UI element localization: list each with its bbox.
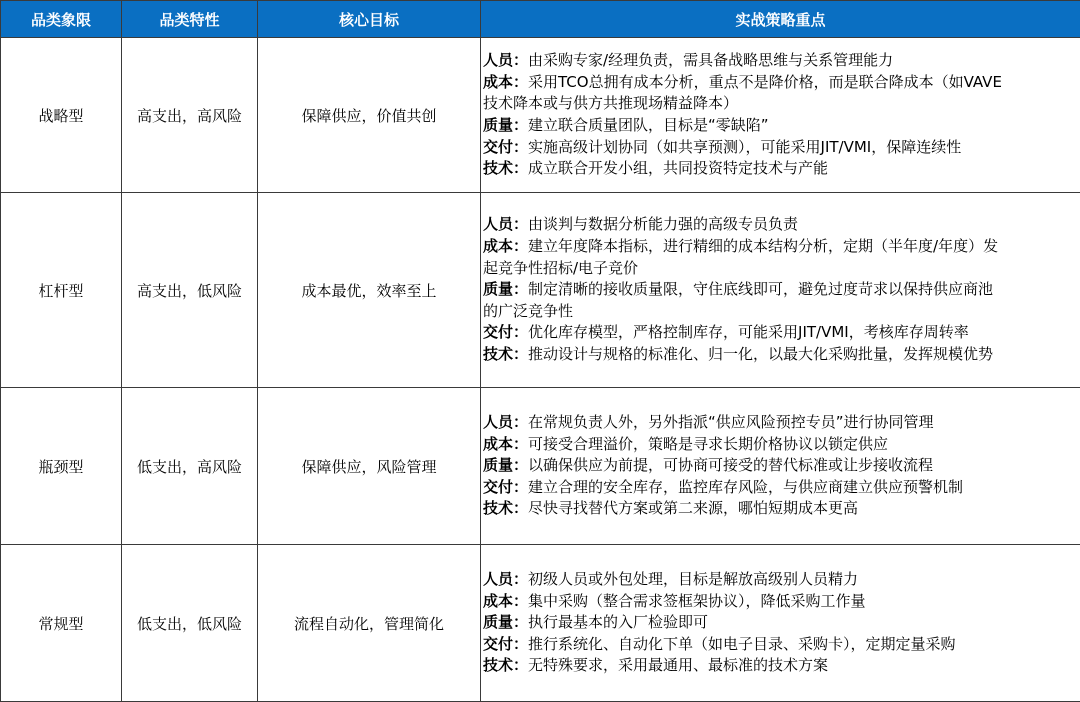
strategy-text: 建立联合质量团队，目标是“零缺陷” — [528, 116, 769, 134]
strategy-label: 交付： — [483, 478, 528, 496]
strategy-cell — [481, 545, 1080, 702]
strategy-line — [483, 455, 1076, 477]
goal-cell: 流程自动化，管理简化 — [258, 545, 481, 702]
strategy-text: 建立年度降本指标，进行精细的成本结构分析，定期（半年度/年度）发 — [528, 237, 998, 255]
strategy-text: 在常规负责人外，另外指派“供应风险预控专员”进行协同管理 — [528, 413, 934, 431]
strategy-text: 由采购专家/经理负责，需具备战略思维与关系管理能力 — [528, 51, 893, 69]
strategy-line — [483, 50, 1076, 72]
strategy-text: 建立合理的安全库存，监控库存风险，与供应商建立供应预警机制 — [528, 478, 963, 496]
strategy-label: 技术： — [483, 345, 528, 363]
strategy-label: 成本： — [483, 237, 528, 255]
strategy-line — [483, 279, 1076, 301]
strategy-label: 交付： — [483, 635, 528, 653]
table-row — [1, 193, 1080, 388]
strategy-line-cont: 的广泛竞争性 — [483, 301, 1076, 323]
strategy-line — [483, 434, 1076, 456]
strategy-text: 实施高级计划协同（如共享预测），可能采用JIT/VMI，保障连续性 — [528, 138, 961, 156]
strategy-text: 采用TCO总拥有成本分析，重点不是降价格，而是联合降成本（如VAVE — [528, 73, 1002, 91]
traits-cell: 低支出，低风险 — [122, 545, 258, 702]
strategy-label: 人员： — [483, 570, 528, 588]
table-row — [1, 545, 1080, 702]
strategy-label: 交付： — [483, 138, 528, 156]
goal-cell: 保障供应，价值共创 — [258, 38, 481, 193]
strategy-text: 无特殊要求，采用最通用、最标准的技术方案 — [528, 656, 828, 674]
strategy-label: 质量： — [483, 613, 528, 631]
strategy-line-cont: 起竞争性招标/电子竞价 — [483, 258, 1076, 280]
strategy-line — [483, 158, 1076, 180]
strategy-label: 质量： — [483, 280, 528, 298]
strategy-line — [483, 634, 1076, 656]
strategy-label: 技术： — [483, 656, 528, 674]
strategy-line — [483, 655, 1076, 677]
strategy-label: 质量： — [483, 116, 528, 134]
strategy-line-cont: 技术降本或与供方共推现场精益降本） — [483, 93, 1076, 115]
traits-cell: 高支出，低风险 — [122, 193, 258, 388]
strategy-cell — [481, 388, 1080, 545]
strategy-line — [483, 591, 1076, 613]
strategy-label: 成本： — [483, 73, 528, 91]
strategy-text: 优化库存模型，严格控制库存，可能采用JIT/VMI，考核库存周转率 — [528, 323, 969, 341]
strategy-label: 交付： — [483, 323, 528, 341]
goal-cell: 成本最优，效率至上 — [258, 193, 481, 388]
strategy-text: 推行系统化、自动化下单（如电子目录、采购卡），定期定量采购 — [528, 635, 956, 653]
header-strategy: 实战策略重点 — [481, 1, 1080, 38]
strategy-line — [483, 412, 1076, 434]
strategy-text: 成立联合开发小组，共同投资特定技术与产能 — [528, 159, 828, 177]
strategy-text: 集中采购（整合需求签框架协议），降低采购工作量 — [528, 592, 866, 610]
strategy-text: 执行最基本的入厂检验即可 — [528, 613, 708, 631]
strategy-label: 人员： — [483, 51, 528, 69]
table-row — [1, 38, 1080, 193]
strategy-text: 由谈判与数据分析能力强的高级专员负责 — [528, 215, 798, 233]
quadrant-cell: 常规型 — [1, 545, 122, 702]
strategy-text: 推动设计与规格的标准化、归一化，以最大化采购批量，发挥规模优势 — [528, 345, 993, 363]
quadrant-cell: 战略型 — [1, 38, 122, 193]
strategy-line — [483, 477, 1076, 499]
strategy-line — [483, 344, 1076, 366]
strategy-text: 初级人员或外包处理，目标是解放高级别人员精力 — [528, 570, 858, 588]
strategy-label: 人员： — [483, 413, 528, 431]
strategy-text: 以确保供应为前提，可协商可接受的替代标准或让步接收流程 — [528, 456, 933, 474]
goal-cell: 保障供应，风险管理 — [258, 388, 481, 545]
header-traits: 品类特性 — [122, 1, 258, 38]
strategy-line — [483, 214, 1076, 236]
quadrant-cell: 杠杆型 — [1, 193, 122, 388]
strategy-label: 技术： — [483, 499, 528, 517]
strategy-line — [483, 137, 1076, 159]
strategy-label: 成本： — [483, 435, 528, 453]
strategy-label: 质量： — [483, 456, 528, 474]
strategy-label: 人员： — [483, 215, 528, 233]
strategy-line — [483, 498, 1076, 520]
quadrant-cell: 瓶颈型 — [1, 388, 122, 545]
strategy-label: 技术： — [483, 159, 528, 177]
header-goal: 核心目标 — [258, 1, 481, 38]
header-quadrant: 品类象限 — [1, 1, 122, 38]
strategy-line — [483, 322, 1076, 344]
strategy-line — [483, 612, 1076, 634]
strategy-label: 成本： — [483, 592, 528, 610]
strategy-line — [483, 569, 1076, 591]
strategy-line — [483, 236, 1076, 258]
table-row — [1, 388, 1080, 545]
traits-cell: 高支出，高风险 — [122, 38, 258, 193]
strategy-cell — [481, 193, 1080, 388]
strategy-cell — [481, 38, 1080, 193]
strategy-line — [483, 72, 1076, 94]
strategy-text: 制定清晰的接收质量限，守住底线即可，避免过度苛求以保持供应商池 — [528, 280, 993, 298]
strategy-text: 尽快寻找替代方案或第二来源，哪怕短期成本更高 — [528, 499, 858, 517]
traits-cell: 低支出，高风险 — [122, 388, 258, 545]
strategy-text: 可接受合理溢价，策略是寻求长期价格协议以锁定供应 — [528, 435, 888, 453]
strategy-line — [483, 115, 1076, 137]
header-row — [1, 1, 1080, 38]
